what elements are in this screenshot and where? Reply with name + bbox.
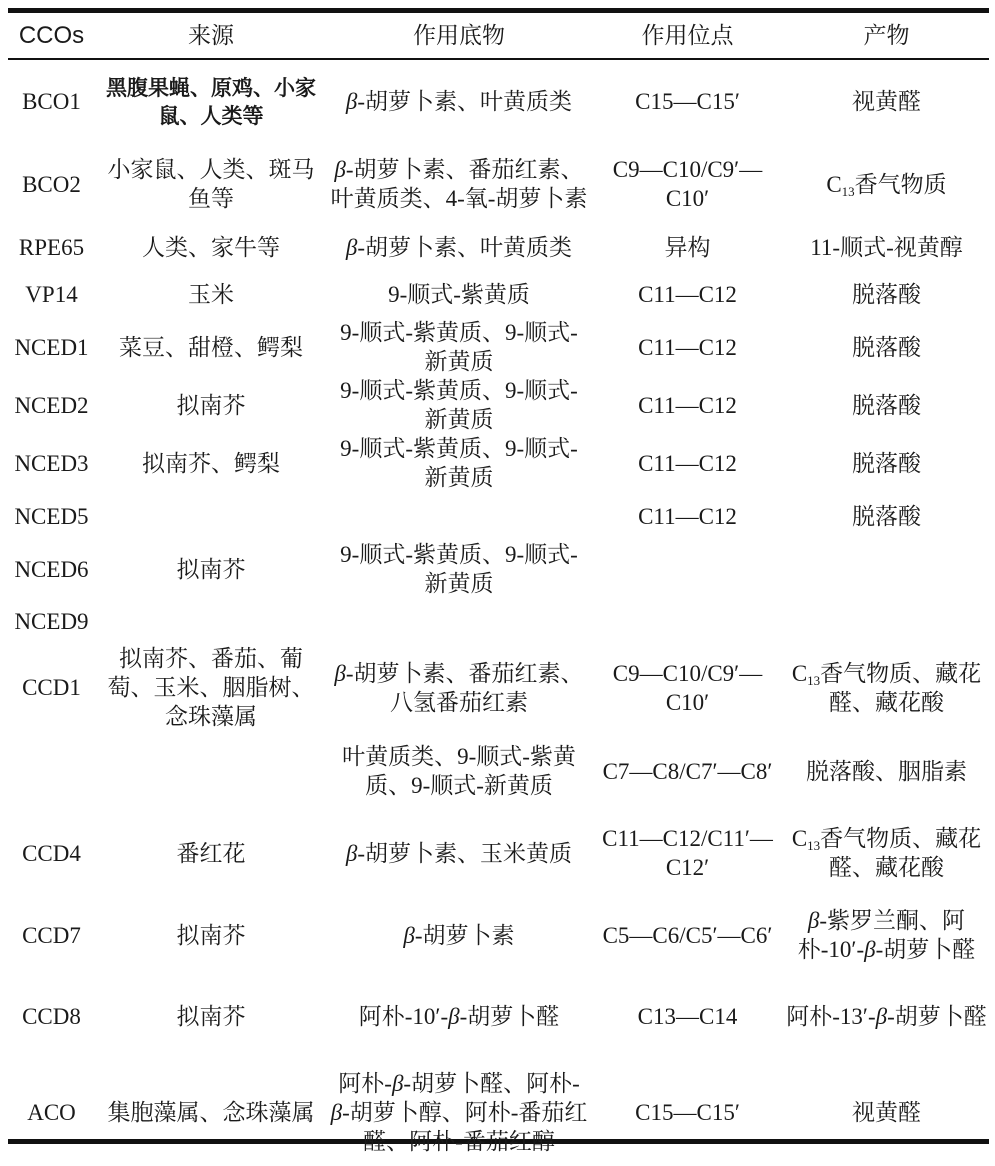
cell-site: C9—C10/C9′—C10′ [612,157,763,211]
table-row [8,598,989,644]
cell-product: $C_{13}$香气物质 [826,171,947,199]
cell-site: C15—C15′ [635,1099,740,1125]
cell-source: 拟南芥、鳄梨 [142,450,280,476]
table-row [8,145,989,223]
cell-ccos: CCD7 [22,922,81,948]
cell-substrate: β-胡萝卜素、玉米黄质 [345,840,573,866]
cell-product: 脱落酸 [852,450,921,476]
cell-ccos: BCO2 [22,171,81,197]
cell-product: 阿朴-13′-β-胡萝卜醛 [786,1004,987,1029]
cell-site: 异构 [664,234,711,260]
cell-substrate: β-胡萝卜素、叶黄质类 [345,89,573,114]
cell-source: 小家鼠、人类、斑马鱼等 [107,157,315,211]
cell-source [95,731,327,811]
cell-ccos: NCED6 [14,556,89,582]
cell-product: 视黄醛 [852,1099,921,1125]
table-row [8,644,989,731]
cell-product: 脱落酸 [852,392,921,418]
cell-substrate: 9-顺式-紫黄质 [388,282,530,307]
cell-site: C5—C6/C5′—C6′ [602,922,773,948]
cell-ccos: NCED5 [14,503,89,529]
cell-ccos: NCED2 [14,392,89,418]
cell-site: C11—C12 [638,450,737,476]
cell-product: 11-顺式-视黄醇 [810,234,963,260]
cell-source: 番红花 [176,840,246,866]
table-row [8,271,989,318]
table-row [8,975,989,1058]
header-site: 作用位点 [641,23,734,48]
cell-ccos: RPE65 [18,234,85,260]
cell-ccos: NCED3 [14,450,89,476]
table-row [8,731,989,811]
cell-substrate: 9-顺式-紫黄质、9-顺式-新黄质 [340,542,578,596]
cell-ccos [8,731,95,811]
header-row [8,13,989,58]
cell-source: 拟南芥 [176,922,246,948]
cell-product: 脱落酸、胭脂素 [806,758,967,784]
cell-ccos: CCD1 [22,675,81,700]
table-row [8,540,989,598]
cell-product: 脱落酸 [852,503,921,529]
cell-site [591,540,784,598]
cell-product: 视黄醛 [852,89,921,114]
cell-source: 黑腹果蝇、原鸡、小家鼠、人类等 [106,75,316,128]
cell-site: C11—C12 [638,392,737,418]
cell-source: 拟南芥、番茄、葡萄、玉米、胭脂树、念珠藻属 [107,646,315,729]
cell-substrate: 阿朴-10′-β-胡萝卜醛 [358,1004,560,1029]
cell-site: C9—C10/C9′—C10′ [612,660,763,715]
cell-ccos: CCD4 [22,840,81,866]
cell-substrate: β-胡萝卜素 [403,922,515,948]
cell-substrate: β-胡萝卜素、叶黄质类 [345,234,573,260]
cell-substrate: 9-顺式-紫黄质、9-顺式-新黄质 [340,320,578,374]
table-row [8,58,989,145]
table-row [8,318,989,376]
table-row [8,811,989,895]
cell-source: 集胞藻属、念珠藻属 [107,1099,315,1125]
cell-ccos: NCED1 [14,334,89,360]
ccos-table [8,13,989,1166]
cell-product [784,598,989,644]
header-source: 来源 [188,23,234,48]
table-row [8,376,989,434]
cell-source [95,598,327,644]
cell-site: C11—C12 [638,503,737,529]
cell-site [591,598,784,644]
cell-substrate: 叶黄质类、9-顺式-紫黄质、9-顺式-新黄质 [342,744,576,798]
cell-substrate [327,598,591,644]
cell-product [784,540,989,598]
cell-site: C11—C12 [638,334,737,360]
cell-site: C7—C8/C7′—C8′ [602,758,773,784]
cell-substrate: 9-顺式-紫黄质、9-顺式-新黄质 [340,378,578,432]
table-row [8,895,989,975]
header-ccos: CCOs [18,22,85,49]
cell-product: β-紫罗兰酮、阿朴-10′-β-胡萝卜醛 [797,908,976,962]
table-row [8,1058,989,1166]
cell-ccos: NCED9 [14,608,89,634]
cell-product: $C_{13}$香气物质、藏花醛、藏花酸 [791,660,982,715]
cell-source: 人类、家牛等 [142,234,280,260]
table-row [8,492,989,540]
cell-substrate: 阿朴-β-胡萝卜醛、阿朴-β-胡萝卜醇、阿朴-番茄红醛、阿朴-番茄红醇 [330,1070,588,1154]
cell-product: $C_{13}$香气物质、藏花醛、藏花酸 [791,826,982,880]
table-row [8,223,989,271]
cell-substrate: 9-顺式-紫黄质、9-顺式-新黄质 [340,436,578,490]
cell-source: 拟南芥 [176,1004,246,1029]
cell-product: 脱落酸 [852,334,921,360]
cell-source: 拟南芥 [176,392,246,418]
cell-source: 拟南芥 [176,556,246,582]
cell-source [95,492,327,540]
header-product: 产物 [863,23,910,48]
cell-site: C11—C12 [638,282,737,307]
table-row [8,434,989,492]
cell-site: C13—C14 [637,1004,738,1029]
cell-ccos: VP14 [25,282,78,307]
cell-source: 菜豆、甜橙、鳄梨 [119,334,303,360]
cell-substrate [327,492,591,540]
cell-substrate: β-胡萝卜素、番茄红素、叶黄质类、4-氧-胡萝卜素 [330,157,588,211]
cell-ccos: BCO1 [22,89,81,114]
cell-source: 玉米 [188,282,234,307]
cell-site: C15—C15′ [635,89,740,114]
cell-product: 脱落酸 [852,282,921,307]
cell-substrate: β-胡萝卜素、番茄红素、八氢番茄红素 [334,660,584,715]
header-substrate: 作用底物 [413,23,505,48]
cell-site: C11—C12/C11′—C12′ [602,826,773,880]
cell-ccos: CCD8 [22,1004,81,1029]
cell-ccos: ACO [27,1099,76,1125]
